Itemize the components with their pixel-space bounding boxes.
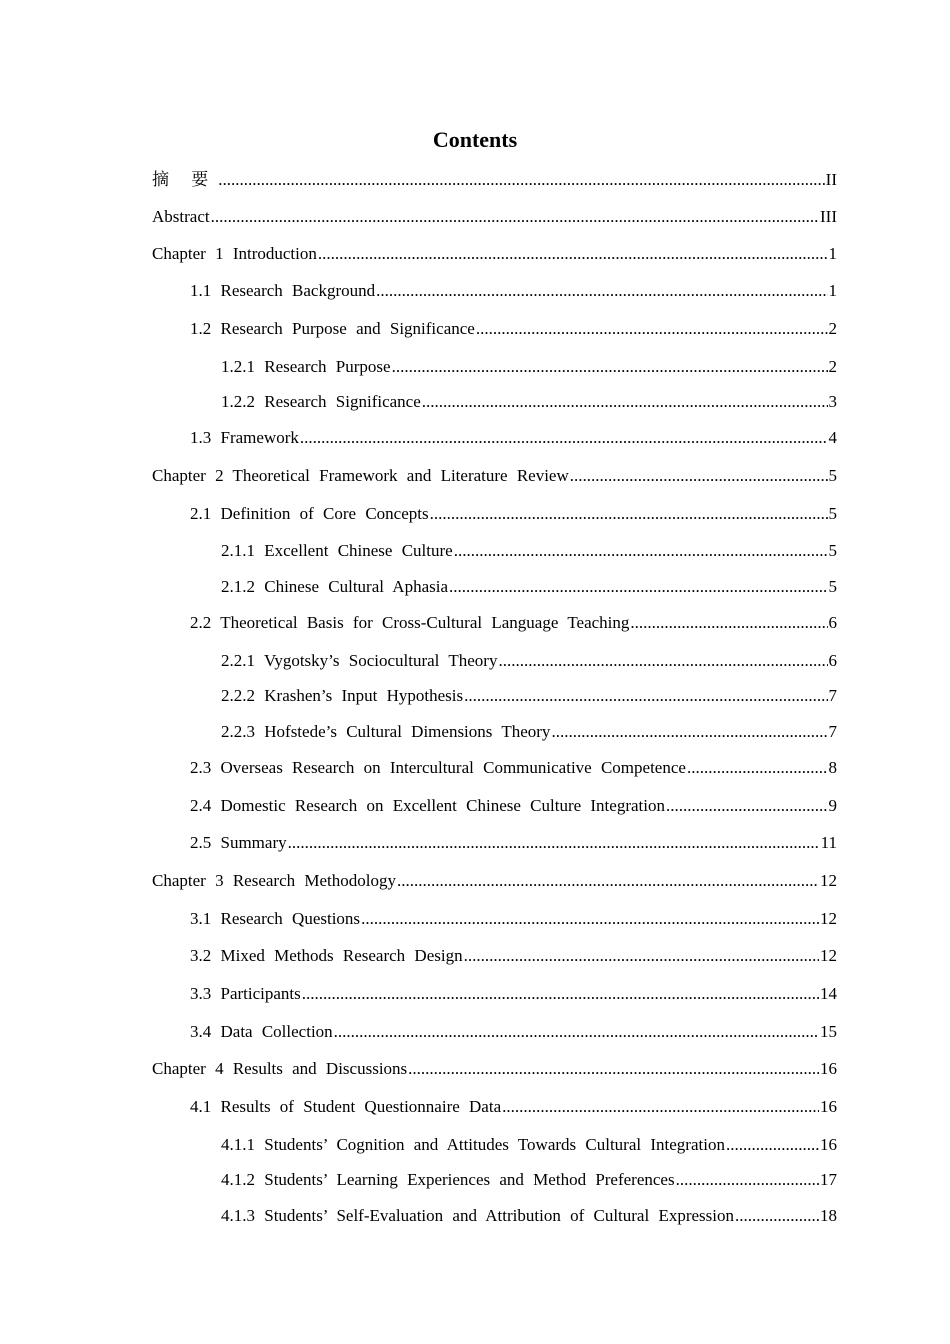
toc-entry-label: 3.4 Data Collection (190, 1022, 333, 1041)
toc-entry[interactable] (190, 945, 837, 967)
toc-dot-leader (397, 870, 819, 892)
toc-entry[interactable] (190, 318, 837, 340)
toc-entry-label: 3.2 Mixed Methods Research Design (190, 946, 463, 965)
toc-entry-page-number: 15 (820, 1022, 837, 1041)
toc-dot-leader (687, 757, 828, 779)
toc-entry-label: 1.2.1 Research Purpose (221, 357, 391, 376)
toc-entry-page-number: 4 (828, 428, 837, 447)
toc-entry[interactable] (190, 832, 837, 854)
toc-dot-leader (408, 1058, 819, 1080)
toc-entry-page-number: 16 (820, 1135, 837, 1154)
toc-entry-page-number: 2 (828, 357, 837, 376)
toc-dot-leader (334, 1021, 819, 1043)
toc-entry-page-number: 1 (828, 281, 837, 300)
toc-entry-label: 4.1.2 Students’ Learning Experiences and Method Preferences (221, 1170, 675, 1189)
toc-dot-leader (218, 169, 824, 191)
toc-entry-label: 摘 要 (152, 170, 218, 189)
toc-entry-page-number: 14 (820, 984, 837, 1003)
toc-dot-leader (476, 318, 828, 340)
toc-entry-page-number: 5 (828, 504, 837, 523)
toc-entry[interactable] (152, 1058, 837, 1080)
toc-entry-page-number: 1 (828, 244, 837, 263)
toc-entry-page-number: 2 (828, 319, 837, 338)
toc-dot-leader (302, 983, 819, 1005)
toc-dot-leader (392, 356, 828, 378)
toc-entry[interactable] (221, 576, 837, 598)
toc-entry-page-number: 12 (820, 946, 837, 965)
toc-dot-leader (211, 206, 819, 228)
toc-dot-leader (449, 576, 827, 598)
toc-entry[interactable] (190, 503, 837, 525)
toc-entry[interactable] (190, 280, 837, 302)
toc-entry-label: 2.2.1 Vygotsky’s Sociocultural Theory (221, 651, 498, 670)
toc-entry-label: 2.3 Overseas Research on Intercultural Communicative Competence (190, 758, 686, 777)
toc-entry-page-number: II (825, 170, 837, 189)
toc-entry-page-number: 7 (828, 722, 837, 741)
toc-entry[interactable] (221, 685, 837, 707)
toc-entry-page-number: 12 (820, 871, 837, 890)
toc-dot-leader (498, 650, 827, 672)
toc-entry-label: 2.1 Definition of Core Concepts (190, 504, 429, 523)
toc-entry[interactable] (221, 1205, 837, 1227)
toc-entry-label: 1.2.2 Research Significance (221, 392, 421, 411)
toc-entry[interactable] (221, 391, 837, 413)
toc-dot-leader (361, 908, 819, 930)
toc-entry[interactable] (152, 465, 837, 487)
toc-entry-label: Chapter 1 Introduction (152, 244, 317, 263)
toc-entry-page-number: 18 (820, 1206, 837, 1225)
toc-entry[interactable] (190, 612, 837, 634)
toc-dot-leader (464, 945, 819, 967)
page-title: Contents (432, 127, 518, 152)
toc-entry-page-number: 5 (828, 577, 837, 596)
toc-dot-leader (300, 427, 828, 449)
toc-entry-label: 2.2.2 Krashen’s Input Hypothesis (221, 686, 464, 705)
toc-entry-label: 1.1 Research Background (190, 281, 376, 300)
toc-entry-page-number: 3 (828, 392, 837, 411)
toc-entry[interactable] (152, 169, 837, 191)
toc-dot-leader (288, 832, 820, 854)
toc-entry[interactable] (190, 757, 837, 779)
toc-entry-label: 2.2 Theoretical Basis for Cross-Cultural Language Teaching (190, 613, 630, 632)
toc-entry-label: 2.4 Domestic Research on Excellent Chinese Culture Integration (190, 796, 665, 815)
toc-entry-page-number: 12 (820, 909, 837, 928)
toc-entry-page-number: 7 (828, 686, 837, 705)
toc-entry-label: 2.1.1 Excellent Chinese Culture (221, 541, 453, 560)
toc-entry[interactable] (190, 795, 837, 817)
toc-entry-label: 2.1.2 Chinese Cultural Aphasia (221, 577, 449, 596)
toc-entry-label: 3.1 Research Questions (190, 909, 361, 928)
toc-entry-label: 3.3 Participants (190, 984, 301, 1003)
toc-entry[interactable] (221, 540, 837, 562)
toc-entry-label: 1.2 Research Purpose and Significance (190, 319, 475, 338)
toc-entry[interactable] (190, 1096, 837, 1118)
toc-dot-leader (502, 1096, 819, 1118)
toc-dot-leader (422, 391, 828, 413)
toc-entry-page-number: 6 (828, 651, 837, 670)
toc-entry-page-number: 9 (828, 796, 837, 815)
toc-dot-leader (726, 1134, 819, 1156)
toc-entry[interactable] (152, 243, 837, 265)
toc-dot-leader (551, 721, 827, 743)
toc-entry-page-number: 8 (828, 758, 837, 777)
toc-entry-label: 2.5 Summary (190, 833, 287, 852)
toc-entry-label: 4.1.1 Students’ Cognition and Attitudes Towards Cultural Integration (221, 1135, 725, 1154)
toc-entry-page-number: III (820, 207, 837, 226)
toc-entry-page-number: 16 (820, 1097, 837, 1116)
toc-entry-label: 4.1.3 Students’ Self-Evaluation and Attribution of Cultural Expression (221, 1206, 734, 1225)
toc-entry[interactable] (221, 1134, 837, 1156)
toc-entry[interactable] (221, 356, 837, 378)
toc-entry-label: Chapter 4 Results and Discussions (152, 1059, 408, 1078)
toc-dot-leader (676, 1169, 819, 1191)
toc-entry[interactable] (221, 650, 837, 672)
toc-entry-label: 1.3 Framework (190, 428, 299, 447)
toc-entry[interactable] (190, 983, 837, 1005)
toc-entry[interactable] (152, 206, 837, 228)
toc-dot-leader (630, 612, 827, 634)
toc-entry[interactable] (190, 908, 837, 930)
toc-entry[interactable] (221, 721, 837, 743)
toc-entry-label: 4.1 Results of Student Questionnaire Data (190, 1097, 502, 1116)
toc-dot-leader (666, 795, 828, 817)
toc-entry-page-number: 16 (820, 1059, 837, 1078)
toc-dot-leader (376, 280, 827, 302)
toc-entry-label: Chapter 3 Research Methodology (152, 871, 396, 890)
toc-entry[interactable] (221, 1169, 837, 1191)
toc-entry-label: Chapter 2 Theoretical Framework and Literature Review (152, 466, 569, 485)
toc-dot-leader (735, 1205, 819, 1227)
toc-dot-leader (464, 685, 827, 707)
toc-dot-leader (430, 503, 828, 525)
toc-dot-leader (454, 540, 828, 562)
toc-entry[interactable] (190, 1021, 837, 1043)
toc-entry-label: 2.2.3 Hofstede’s Cultural Dimensions Theory (221, 722, 551, 741)
toc-dot-leader (570, 465, 828, 487)
toc-entry[interactable] (152, 870, 837, 892)
toc-entry-page-number: 17 (820, 1170, 837, 1189)
toc-entry-page-number: 5 (828, 466, 837, 485)
toc-entry[interactable] (190, 427, 837, 449)
toc-dot-leader (318, 243, 828, 265)
toc-entry-label: Abstract (152, 207, 210, 226)
toc-entry-page-number: 6 (828, 613, 837, 632)
toc-entry-page-number: 5 (828, 541, 837, 560)
toc-entry-page-number: 11 (820, 833, 837, 852)
